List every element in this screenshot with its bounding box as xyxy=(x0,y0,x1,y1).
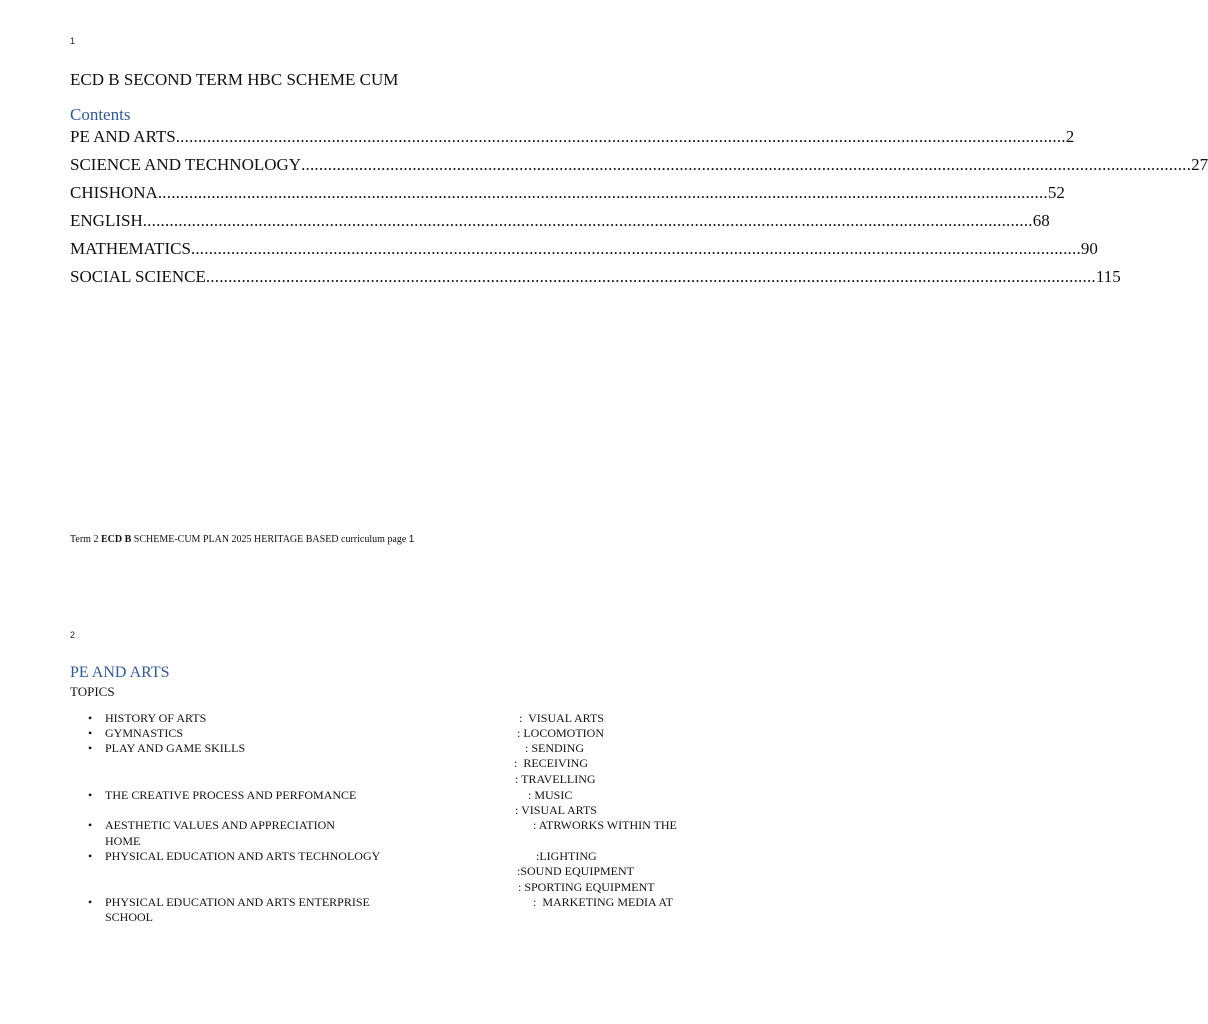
toc-entry-label: ENGLISH xyxy=(70,211,143,230)
document-title: ECD B SECOND TERM HBC SCHEME CUM xyxy=(70,70,399,89)
toc-entry-page: 2 xyxy=(1065,127,1075,146)
toc-entry-label: CHISHONA xyxy=(70,183,158,202)
toc-entry[interactable] xyxy=(70,183,1065,205)
toc-entry[interactable] xyxy=(70,127,1075,149)
subtopic: : VISUAL ARTS xyxy=(515,803,597,817)
page-number: 2 xyxy=(70,630,76,640)
subtopic: : SPORTING EQUIPMENT xyxy=(518,880,655,894)
toc-leader-dots: ........................................................................................................................................................................................................ xyxy=(157,183,1048,202)
toc-entry-page: 115 xyxy=(1095,267,1121,286)
toc-entry-page: 52 xyxy=(1047,183,1065,202)
bullet-icon: • xyxy=(88,788,93,802)
toc-entry-page: 27 xyxy=(1191,155,1208,174)
toc-entry-page: 90 xyxy=(1080,239,1098,258)
subtopic: : SENDING xyxy=(525,741,584,755)
bullet-icon: • xyxy=(88,849,93,863)
toc-leader-dots: ........................................................................................................................................................................................................ xyxy=(205,267,1096,286)
subtopic: :SOUND EQUIPMENT xyxy=(517,864,634,878)
toc-leader-dots: ........................................................................................................................................................................................................ xyxy=(175,127,1066,146)
topics-label: TOPICS xyxy=(70,684,115,699)
toc-entry-label: SCIENCE AND TECHNOLOGY xyxy=(70,155,302,174)
footer-text: SCHEME-CUM PLAN 2025 HERITAGE BASED curriculum page xyxy=(131,534,409,545)
subtopic: : LOCOMOTION xyxy=(517,726,604,740)
bullet-icon: • xyxy=(88,711,93,725)
footer-page-number: 1 xyxy=(408,534,415,545)
contents-heading: Contents xyxy=(70,105,131,124)
bullet-icon: • xyxy=(88,726,93,740)
topic-text: SCHOOL xyxy=(105,910,154,924)
toc-entry[interactable] xyxy=(70,155,1208,177)
section-heading: PE AND ARTS xyxy=(70,664,170,681)
toc-entry-label: MATHEMATICS xyxy=(70,239,191,258)
subtopic: :LIGHTING xyxy=(536,849,597,863)
toc-leader-dots: ........................................................................................................................................................................................................ xyxy=(190,239,1081,258)
subtopic: : TRAVELLING xyxy=(515,772,596,786)
topic-text: HOME xyxy=(105,834,141,848)
topic-text: PLAY AND GAME SKILLS xyxy=(105,741,246,755)
toc-entry[interactable] xyxy=(70,239,1098,261)
subtopic: : VISUAL ARTS xyxy=(519,711,604,725)
page-number: 1 xyxy=(70,36,76,46)
subtopic: : MARKETING MEDIA AT xyxy=(533,895,673,909)
footer-bold: ECD B xyxy=(100,534,132,545)
topic-text: THE CREATIVE PROCESS AND PERFOMANCE xyxy=(105,788,357,802)
page-footer xyxy=(70,534,414,545)
bullet-icon: • xyxy=(88,741,93,755)
toc-entry-page: 68 xyxy=(1032,211,1050,230)
footer-prefix: Term 2 xyxy=(70,534,101,545)
topic-text: GYMNASTICS xyxy=(105,726,184,740)
toc-entry-label: PE AND ARTS xyxy=(70,127,176,146)
bullet-icon: • xyxy=(88,818,93,832)
topic-text: PHYSICAL EDUCATION AND ARTS TECHNOLOGY xyxy=(105,849,381,863)
bullet-icon: • xyxy=(88,895,93,909)
topic-text: AESTHETIC VALUES AND APPRECIATION xyxy=(105,818,335,832)
toc-entry[interactable] xyxy=(70,211,1050,233)
topic-text: HISTORY OF ARTS xyxy=(105,711,207,725)
toc-leader-dots: ........................................................................................................................................................................................................ xyxy=(301,155,1192,174)
toc-leader-dots: ........................................................................................................................................................................................................ xyxy=(142,211,1033,230)
toc-entry-label: SOCIAL SCIENCE xyxy=(70,267,206,286)
subtopic: : ATRWORKS WITHIN THE xyxy=(533,818,677,832)
toc-entry[interactable] xyxy=(70,267,1121,289)
subtopic: : MUSIC xyxy=(528,788,573,802)
subtopic: : RECEIVING xyxy=(514,756,588,770)
topic-text: PHYSICAL EDUCATION AND ARTS ENTERPRISE xyxy=(105,895,370,909)
